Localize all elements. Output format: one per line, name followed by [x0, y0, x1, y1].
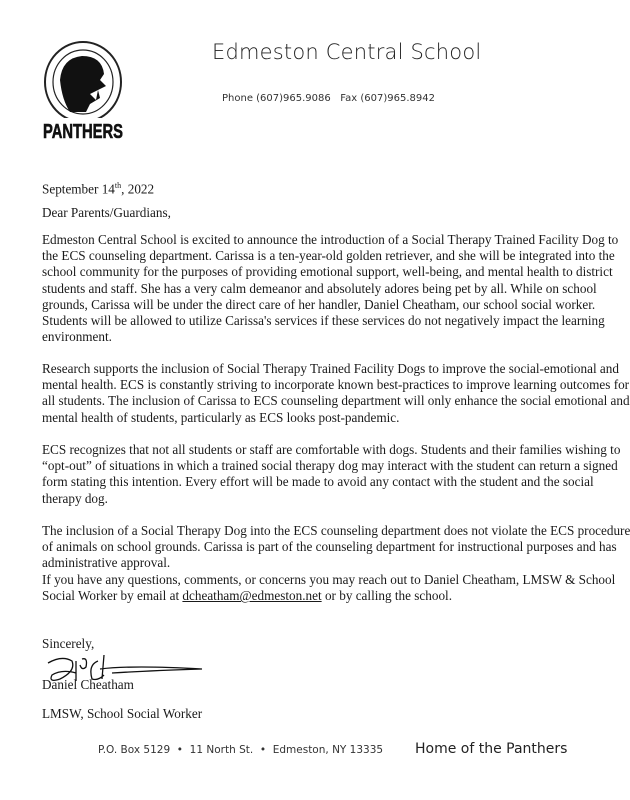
paragraph-3: ECS recognizes that not all students or staff are comfortable with dogs. Students and their families wishing to “opt-out” of situations in which a trained social therapy dog may interact with the student can return a signed form stating this intention. Every effort will be made to avoid any contact with the student and the social therapy dog.	[42, 442, 621, 506]
signoff: Sincerely,	[42, 636, 95, 651]
paragraph-2: Research supports the inclusion of Social Therapy Trained Facility Dogs to improve the social-emotional and mental health. ECS is constantly striving to incorporate known best-practices to improve learning outcomes for all students. The inclusion of Carissa to ECS counseling department will only enhance the social emotional and mental health of students, particularly as ECS looks post-pandemic.	[42, 361, 630, 425]
footer-address: P.O. Box 5129 • 11 North St. • Edmeston, NY 13335	[98, 744, 384, 756]
signer-title: LMSW, School Social Worker	[42, 706, 203, 721]
paragraph-5: If you have any questions, comments, or concerns you may reach out to Daniel Cheatham, LMSW & School Social Worker by email at dcheatham@edmeston.net or by calling the school.	[42, 572, 616, 604]
school-name: Edmeston Central School	[212, 40, 482, 64]
salutation: Dear Parents/Guardians,	[42, 205, 171, 220]
school-logo-panther	[40, 40, 126, 146]
signer-name: Daniel Cheatham	[42, 677, 134, 692]
svg-text:PANTHERS: PANTHERS	[43, 121, 123, 143]
paragraph-4: The inclusion of a Social Therapy Dog into the ECS counseling department does not violate the ECS procedure of animals on school grounds. Carissa is part of the counseling department for instructional purposes and has administrative approval.	[42, 523, 630, 571]
email-link[interactable]: dcheatham@edmeston.net	[182, 588, 322, 604]
contact-info: Phone (607)965.9086 Fax (607)965.8942	[222, 93, 435, 104]
footer-motto: Home of the Panthers	[415, 741, 568, 757]
paragraph-1: Edmeston Central School is excited to announce the introduction of a Social Therapy Trained Facility Dog to the ECS counseling department. Carissa is a ten-year-old golden retriever, and she will be integrated into the school community for the purposes of providing emotional support, well-being, and mental health to district students and staff. She has a very calm demeanor and absolutely adores being pet by all. While on school grounds, Carissa will be under the direct care of her handler, Daniel Cheatham, our school social worker. Students will be allowed to utilize Carissa's services if these services do not negatively impact the learning environment.	[42, 232, 619, 345]
letter-date: September 14th, 2022	[42, 181, 155, 197]
